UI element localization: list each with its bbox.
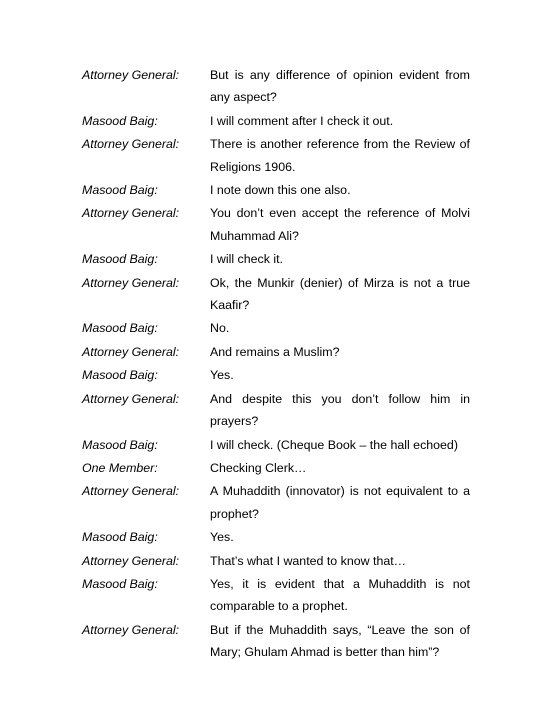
- speech-text: But if the Muhaddith says, “Leave the son of Mary; Ghulam Ahmad is better than him”?: [210, 622, 470, 660]
- speech-text: I will comment after I check it out.: [210, 113, 394, 128]
- dialogue-entry: [82, 457, 470, 479]
- speech-text: And remains a Muslim?: [210, 344, 340, 359]
- speech-text: Yes, it is evident that a Muhaddith is not comparable to a prophet.: [210, 576, 470, 614]
- dialogue-entry: [82, 341, 470, 363]
- speaker-name: Masood Baig:: [82, 437, 158, 452]
- speech-text: A Muhaddith (innovator) is not equivalent to a prophet?: [210, 484, 470, 521]
- speaker-name: Masood Baig:: [82, 252, 158, 267]
- speech-text: That’s what I wanted to know that…: [210, 553, 407, 568]
- speaker-name: Attorney General:: [82, 206, 180, 221]
- dialogue-entry: [82, 64, 470, 109]
- speaker-name: Attorney General:: [82, 275, 180, 290]
- speaker-name: Masood Baig:: [82, 576, 158, 591]
- speech-text: Ok, the Munkir (denier) of Mirza is not a true Kaafir?: [210, 275, 470, 313]
- dialogue-entry: [82, 133, 470, 178]
- dialogue-entry: [82, 573, 470, 618]
- speech-text: I will check it.: [210, 252, 283, 267]
- speech-text: I will check. (Cheque Book – the hall echoed): [210, 437, 458, 452]
- dialogue-entry: [82, 202, 470, 247]
- dialogue-entry: [82, 317, 470, 339]
- speaker-name: Attorney General:: [82, 391, 180, 406]
- speaker-name: Attorney General:: [82, 137, 180, 152]
- dialogue-entry: [82, 434, 470, 456]
- speaker-name: Masood Baig:: [82, 368, 158, 383]
- dialogue-entry: [82, 272, 470, 317]
- dialogue-entry: [82, 364, 470, 386]
- dialogue-entry: [82, 110, 470, 132]
- dialogue-entry: [82, 480, 470, 525]
- dialogue-entry: [82, 550, 470, 572]
- speech-text: You don’t even accept the reference of Molvi Muhammad Ali?: [210, 206, 470, 243]
- speaker-name: Attorney General:: [82, 68, 180, 82]
- speech-text: Yes.: [210, 368, 234, 383]
- dialogue-entry: [82, 526, 470, 548]
- speech-text: I note down this one also.: [210, 183, 351, 198]
- speech-text: But is any difference of opinion evident from any aspect?: [210, 68, 470, 105]
- speaker-name: Masood Baig:: [82, 183, 158, 198]
- speaker-name: Attorney General:: [82, 622, 180, 637]
- speaker-name: Attorney General:: [82, 553, 180, 568]
- transcript: [82, 64, 470, 665]
- speaker-name: Attorney General:: [82, 344, 180, 359]
- speaker-name: Masood Baig:: [82, 113, 158, 128]
- speaker-name: Attorney General:: [82, 484, 180, 499]
- speech-text: Yes.: [210, 530, 234, 545]
- dialogue-entry: [82, 179, 470, 201]
- speech-text: No.: [210, 321, 230, 336]
- speech-text: Checking Clerk…: [210, 460, 307, 475]
- dialogue-entry: [82, 619, 470, 664]
- speaker-name: Masood Baig:: [82, 530, 158, 545]
- speech-text: There is another reference from the Review of Religions 1906.: [210, 137, 470, 174]
- dialogue-entry: [82, 248, 470, 270]
- dialogue-entry: [82, 388, 470, 433]
- speaker-name: Masood Baig:: [82, 321, 158, 336]
- speech-text: And despite this you don’t follow him in prayers?: [210, 391, 470, 429]
- speaker-name: One Member:: [82, 460, 158, 475]
